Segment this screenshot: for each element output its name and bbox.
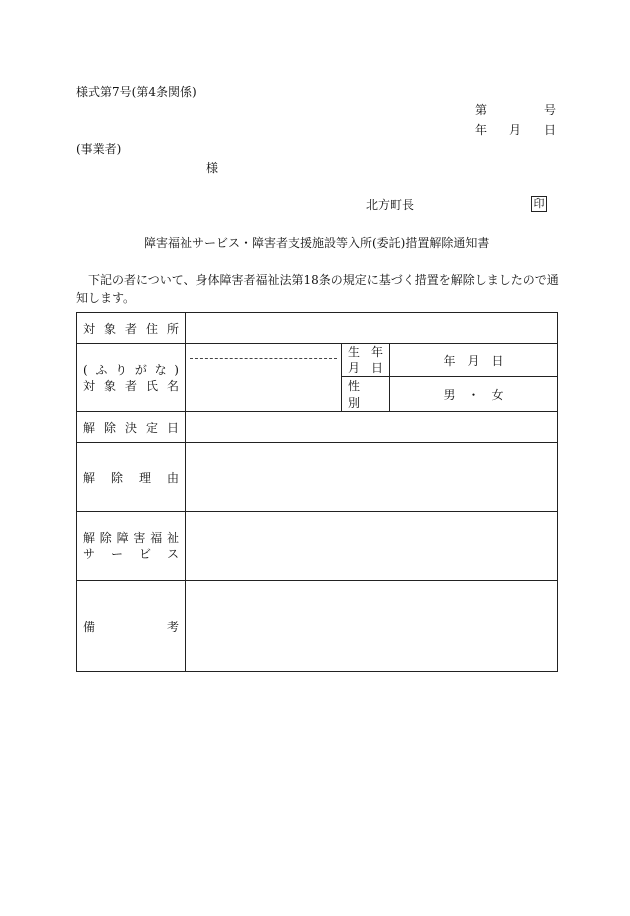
remarks-label (83, 618, 179, 635)
form-number: 様式第7号(第4条関係) (76, 85, 197, 99)
document-title: 障害福祉サービス・障害者支援施設等入所(委託)措置解除通知書 (144, 236, 490, 250)
decision-date-label: 解除決定日 (77, 412, 186, 443)
name-label: 対象者氏名 (83, 378, 179, 393)
birth-label-bottom: 月 日 (348, 361, 383, 375)
furigana-divider (190, 358, 337, 359)
service-label-cell (77, 512, 186, 581)
address-field[interactable] (186, 313, 558, 344)
body-text-line-1: 下記の者について、身体障害者福祉法第18条の規定に基づく措置を解除しましたので通 (88, 273, 559, 287)
remarks-row (77, 581, 558, 672)
reason-label: 解除理由 (77, 443, 186, 512)
reason-field[interactable] (186, 443, 558, 512)
notice-form-table (76, 312, 558, 672)
sex-field[interactable]: 男 ・ 女 (390, 377, 558, 412)
remarks-label-cell (77, 581, 186, 672)
service-field[interactable] (186, 512, 558, 581)
address-row (77, 313, 558, 344)
furigana-label: (ふりがな) (83, 362, 179, 377)
furigana-field[interactable] (186, 344, 341, 358)
address-label: 対象者住所 (77, 313, 186, 344)
decision-date-row (77, 412, 558, 443)
remarks-field[interactable] (186, 581, 558, 672)
service-label-2: サービス (83, 547, 179, 561)
seal-mark: 印 (531, 196, 547, 212)
reason-row (77, 443, 558, 512)
remarks-label-2: 考 (166, 619, 179, 634)
date-month: 月 (509, 123, 522, 137)
recipient-honorific: 様 (206, 161, 219, 175)
recipient-label: (事業者) (76, 142, 122, 156)
name-birth-row (77, 344, 558, 377)
date-year: 年 (475, 123, 488, 137)
document-number-prefix: 第 (475, 103, 488, 117)
name-field[interactable] (186, 344, 342, 412)
birth-label-top: 生 年 (348, 345, 383, 359)
date-day: 日 (544, 123, 557, 137)
document-number-suffix: 号 (544, 103, 557, 117)
sex-label: 性 別 (342, 377, 390, 412)
issuer-name: 北方町長 (366, 198, 415, 212)
remarks-label-1: 備 (83, 619, 96, 634)
decision-date-field[interactable] (186, 412, 558, 443)
service-label-1: 解除障害福祉 (83, 531, 179, 545)
birth-date-field[interactable]: 年 月 日 (390, 344, 558, 377)
service-row (77, 512, 558, 581)
name-label-cell (77, 344, 186, 412)
birth-label-cell (342, 344, 390, 377)
body-text-line-2: 知します。 (76, 291, 136, 305)
